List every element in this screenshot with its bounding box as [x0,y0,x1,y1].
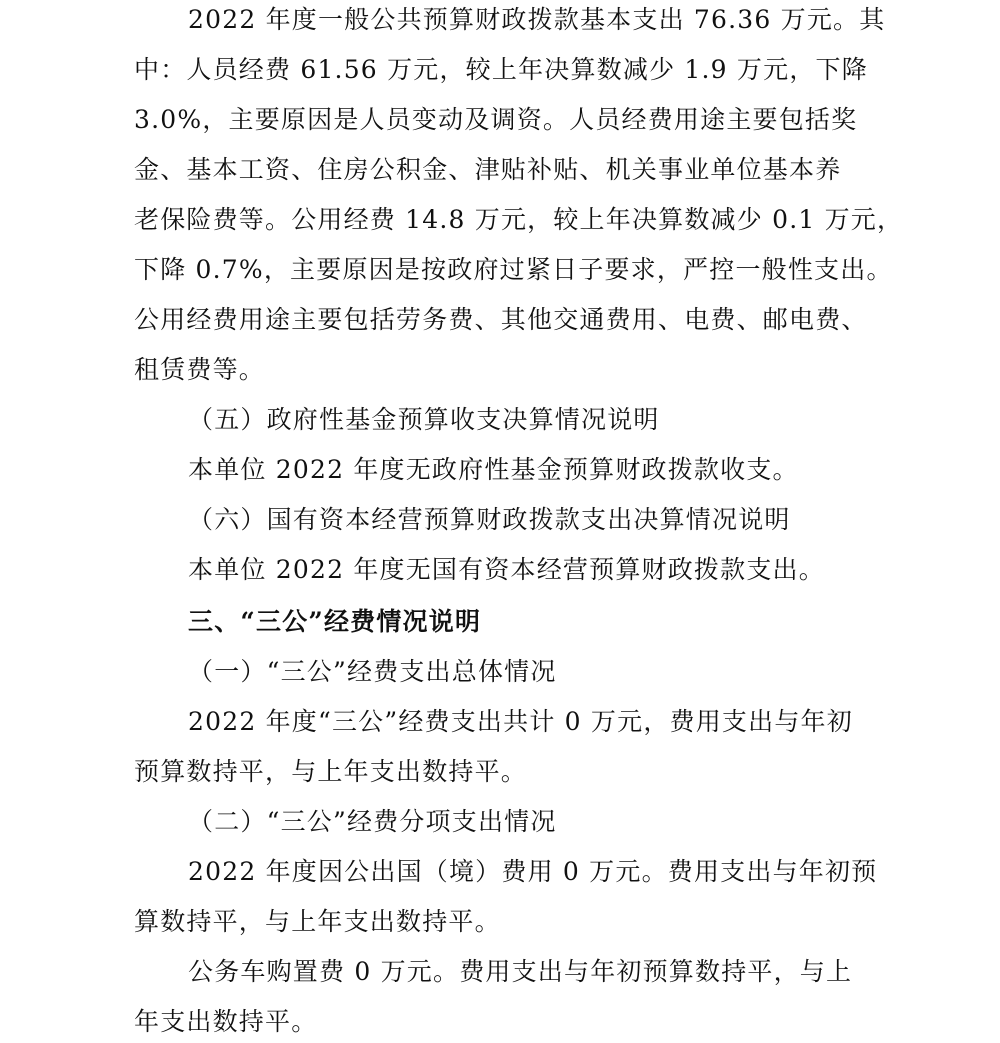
paragraph-line: 3.0%，主要原因是人员变动及调资。人员经费用途主要包括奖 [134,105,858,134]
section-heading-1: （一）“三公”经费支出总体情况 [188,657,557,686]
paragraph-line: 老保险费等。公用经费 14.8 万元，较上年决算数减少 0.1 万元， [134,205,904,234]
paragraph-line: 预算数持平，与上年支出数持平。 [134,757,528,786]
paragraph-line: 公用经费用途主要包括劳务费、其他交通费用、电费、邮电费、 [134,305,868,334]
paragraph-line: 中：人员经费 61.56 万元，较上年决算数减少 1.9 万元，下降 [134,55,868,84]
section-heading-5: （五）政府性基金预算收支决算情况说明 [188,405,660,434]
section-heading-2: （二）“三公”经费分项支出情况 [188,807,557,836]
paragraph-line: 年支出数持平。 [134,1007,318,1036]
chapter-heading-3: 三、“三公”经费情况说明 [188,607,482,636]
paragraph-line: 本单位 2022 年度无政府性基金预算财政拨款收支。 [188,455,799,484]
paragraph-line: 2022 年度“三公”经费支出共计 0 万元，费用支出与年初 [188,707,853,736]
paragraph-line: 公务车购置费 0 万元。费用支出与年初预算数持平，与上 [188,957,853,986]
paragraph-line: 2022 年度一般公共预算财政拨款基本支出 76.36 万元。其 [188,5,886,34]
paragraph-line: 2022 年度因公出国（境）费用 0 万元。费用支出与年初预 [188,857,878,886]
paragraph-line: 租赁费等。 [134,355,266,384]
paragraph-line: 算数持平，与上年支出数持平。 [134,907,501,936]
section-heading-6: （六）国有资本经营预算财政拨款支出决算情况说明 [188,505,791,534]
paragraph-line: 下降 0.7%，主要原因是按政府过紧日子要求，严控一般性支出。 [134,255,893,284]
paragraph-line: 金、基本工资、住房公积金、津贴补贴、机关事业单位基本养 [134,155,842,184]
paragraph-line: 本单位 2022 年度无国有资本经营预算财政拨款支出。 [188,555,825,584]
